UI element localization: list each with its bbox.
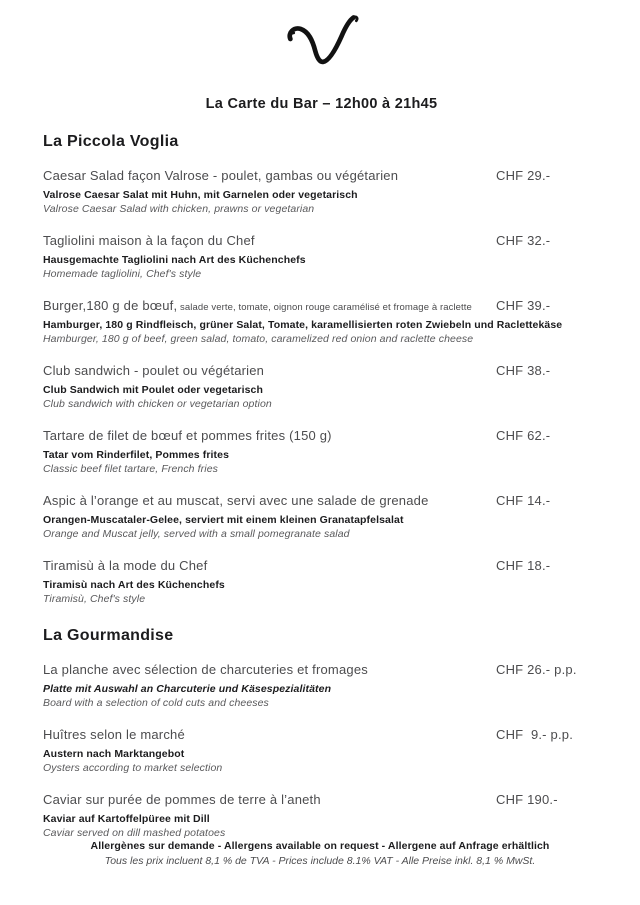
item-desc-en: Board with a selection of cold cuts and cheeses <box>43 697 269 709</box>
item-name-fr: Aspic à l’orange et au muscat, servi avec une salade de grenade <box>43 493 429 508</box>
item-price: CHF 32.- <box>496 233 551 248</box>
item-desc-de: Hamburger, 180 g Rindfleisch, grüner Salat, Tomate, karamellisierten roten Zwiebeln und Raclettekäse <box>43 319 563 331</box>
item-price: CHF 39.- <box>496 298 551 313</box>
item-desc-de: Tiramisù nach Art des Küchenchefs <box>43 579 225 591</box>
item-name-fr: Tiramisù à la mode du Chef <box>43 558 208 573</box>
item-desc-de: Club Sandwich mit Poulet oder vegetarisch <box>43 384 263 396</box>
item-desc-en: Caviar served on dill mashed potatoes <box>43 827 226 839</box>
vat-notice: Tous les prix incluent 8,1 % de TVA - Prices include 8.1% VAT - Alle Preise inkl. 8,1 % MwSt. <box>104 855 536 867</box>
menu-item-club-sandwich <box>43 362 600 411</box>
item-price: CHF 26.- p.p. <box>496 662 577 677</box>
menu-item-caesar-salad <box>43 167 600 216</box>
menu-item-oysters <box>43 726 600 775</box>
item-price: CHF 38.- <box>496 363 551 378</box>
menu-item-burger <box>43 297 600 346</box>
item-price: CHF 14.- <box>496 493 551 508</box>
item-name-fr: Burger,180 g de bœuf, salade verte, tomate, oignon rouge caramélisé et fromage à raclette <box>43 298 472 313</box>
menu-item-caviar <box>43 791 600 840</box>
item-desc-en: Club sandwich with chicken or vegetarian option <box>43 398 272 410</box>
page-title: La Carte du Bar – 12h00 à 21h45 <box>205 96 438 112</box>
item-desc-de: Austern nach Marktangebot <box>43 748 185 760</box>
item-desc-de: Kaviar auf Kartoffelpüree mit Dill <box>43 813 210 825</box>
item-desc-en: Tiramisù, Chef's style <box>43 593 146 605</box>
item-desc-de: Tatar vom Rinderfilet, Pommes frites <box>43 449 230 461</box>
item-desc-en: Valrose Caesar Salad with chicken, prawns or vegetarian <box>43 203 315 215</box>
menu-item-aspic <box>43 492 600 541</box>
restaurant-logo <box>43 6 600 76</box>
menu-item-tiramisu <box>43 557 600 606</box>
item-name-fr: Huîtres selon le marché <box>43 727 185 742</box>
item-desc-de: Platte mit Auswahl an Charcuterie und Käsespezialitäten <box>43 683 332 695</box>
item-name-fr: Caviar sur purée de pommes de terre à l’aneth <box>43 792 321 807</box>
menu-item-tartare <box>43 427 600 476</box>
footer <box>0 839 640 869</box>
item-desc-en: Homemade tagliolini, Chef's style <box>43 268 202 280</box>
section-heading-gourmandise: La Gourmandise <box>43 627 174 644</box>
item-desc-de: Orangen-Muscataler-Gelee, serviert mit einem kleinen Granatapfelsalat <box>43 514 404 526</box>
item-price: CHF 62.- <box>496 428 551 443</box>
menu-item-tagliolini <box>43 232 600 281</box>
item-desc-en: Oysters according to market selection <box>43 762 223 774</box>
menu-item-charcuterie-board <box>43 661 600 710</box>
item-price: CHF 29.- <box>496 168 551 183</box>
item-desc-en: Hamburger, 180 g of beef, green salad, tomato, caramelized red onion and raclette cheese <box>43 333 474 345</box>
item-name-fr: Caesar Salad façon Valrose - poulet, gambas ou végétarien <box>43 168 399 183</box>
item-desc-de: Hausgemachte Tagliolini nach Art des Küchenchefs <box>43 254 306 266</box>
item-desc-en: Orange and Muscat jelly, served with a small pomegranate salad <box>43 528 350 540</box>
script-v-icon <box>285 10 359 72</box>
item-desc-en: Classic beef filet tartare, French fries <box>43 463 218 475</box>
item-price: CHF 18.- <box>496 558 551 573</box>
item-price: CHF 190.- <box>496 792 558 807</box>
item-name-fr: Tartare de filet de bœuf et pommes frites (150 g) <box>43 428 332 443</box>
allergen-notice: Allergènes sur demande - Allergens available on request - Allergene auf Anfrage erhältlich <box>90 840 550 852</box>
item-name-fr: La planche avec sélection de charcuteries et fromages <box>43 662 368 677</box>
item-name-fr: Club sandwich - poulet ou végétarien <box>43 363 265 378</box>
item-price: CHF 9.- p.p. <box>496 727 574 742</box>
section-heading-piccola-voglia: La Piccola Voglia <box>43 133 179 150</box>
item-name-fr: Tagliolini maison à la façon du Chef <box>43 233 255 248</box>
item-desc-de: Valrose Caesar Salat mit Huhn, mit Garnelen oder vegetarisch <box>43 189 358 201</box>
